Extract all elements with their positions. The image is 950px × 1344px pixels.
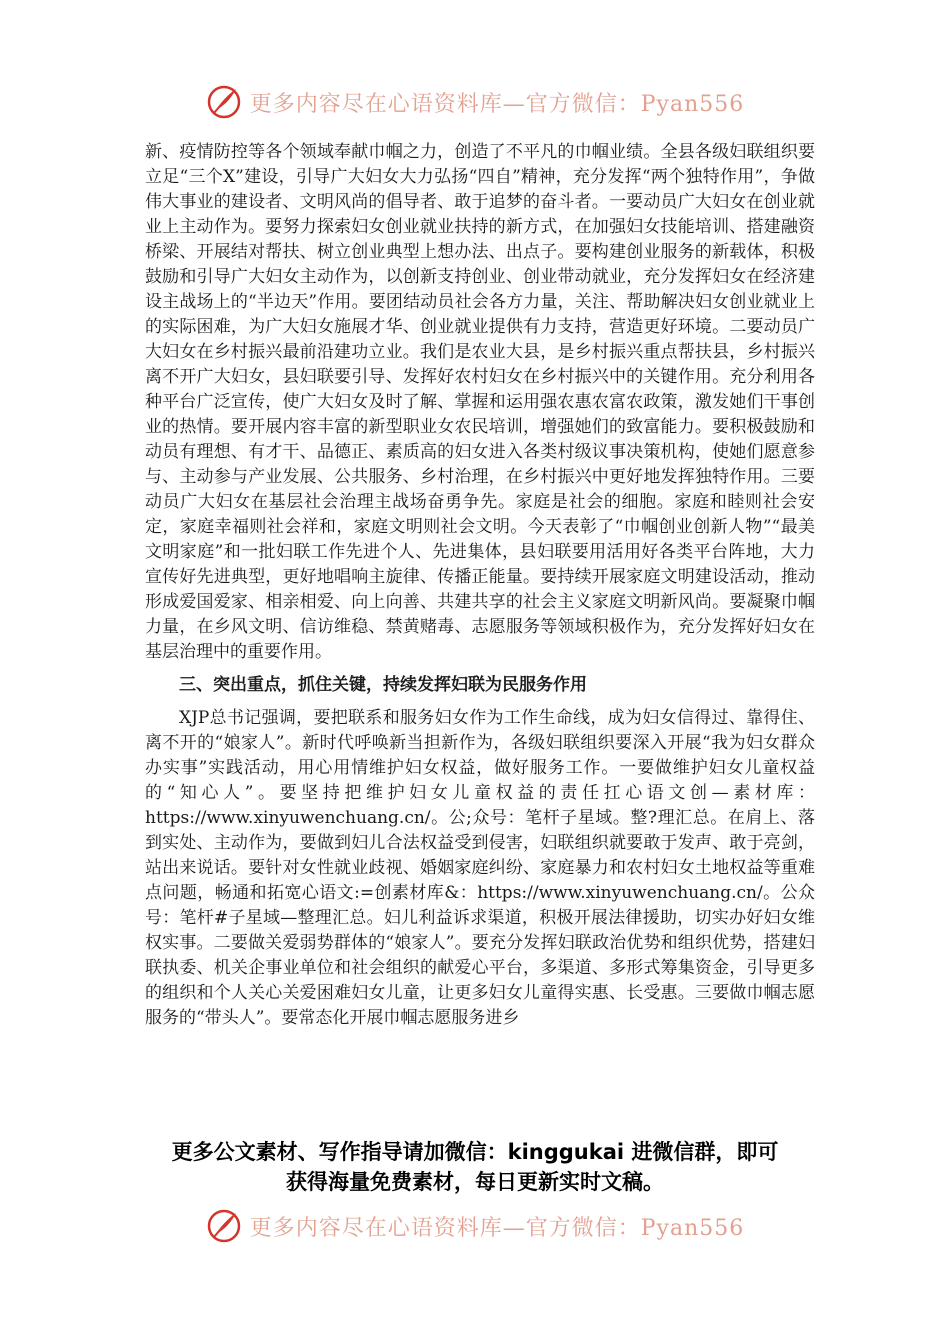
header-watermark [0, 84, 950, 120]
body-paragraph: XJP总书记强调，要把联系和服务妇女作为工作生命线，成为妇女信得过、靠得住、离不开的“娘家人”。新时代呼唤新当担新作为，各级妇联组织要深入开展“我为妇女群众办实事”实践活动，用心用情维护妇女权益，做好服务工作。一要做维护妇女儿童权益的“知心人”。要坚持把维护妇女儿童权益的责任扛心语文创—素材库：https://www.xinyuwenchuang.cn/。公;众号：笔杆子星域。整?理汇总。在肩上、落到实处、主动作为，要做到妇儿合法权益受到侵害，妇联组织就要敢于发声、敢于亮剑，站出来说话。要针对女性就业歧视、婚姻家庭纠纷、家庭暴力和农村妇女土地权益等重难点问题，畅通和拓宽心语文:=创素材库&：https://www.xinyuwenchuang.cn/。公众号：笔杆#子星域—整理汇总。妇儿利益诉求渠道，积极开展法律援助，切实办好妇女维权实事。二要做关爱弱势群体的“娘家人”。要充分发挥妇联政治优势和组织优势，搭建妇联执委、机关企事业单位和社会组织的献爱心平台，多渠道、多形式筹集资金，引导更多的组织和个人关心关爱困难妇女儿童，让更多妇女儿童得实惠、长受惠。三要做巾帼志愿服务的“带头人”。要常态化开展巾帼志愿服务进乡 [145, 708, 815, 1028]
quill-logo-icon [206, 1208, 242, 1244]
promo-banner [0, 1137, 950, 1197]
section-heading: 三、突出重点，抓住关键，持续发挥妇联为民服务作用 [179, 675, 587, 695]
watermark-text: 更多内容尽在心语资料库—官方微信：Pyan556 [249, 1215, 745, 1241]
footer-watermark [0, 1208, 950, 1244]
quill-logo-icon [206, 84, 242, 120]
promo-line: 更多公文素材、写作指导请加微信：kinggukai 进微信群，即可 [171, 1140, 779, 1164]
document-body [145, 140, 815, 1031]
promo-line: 获得海量免费素材，每日更新实时文稿。 [286, 1170, 664, 1194]
watermark-text: 更多内容尽在心语资料库—官方微信：Pyan556 [249, 91, 745, 117]
body-paragraph: 新、疫情防控等各个领域奉献巾帼之力，创造了不平凡的巾帼业绩。全县各级妇联组织要立足“三个X”建设，引导广大妇女大力弘扬“四自”精神，充分发挥“两个独特作用”，争做伟大事业的建设者、文明风尚的倡导者、敢于追梦的奋斗者。一要动员广大妇女在创业就业上主动作为。要努力探索妇女创业就业扶持的新方式，在加强妇女技能培训、搭建融资桥梁、开展结对帮扶、树立创业典型上想办法、出点子。要构建创业服务的新载体，积极鼓励和引导广大妇女主动作为，以创新支持创业、创业带动就业，充分发挥妇女在经济建设主战场上的“半边天”作用。要团结动员社会各方力量，关注、帮助解决妇女创业就业上的实际困难，为广大妇女施展才华、创业就业提供有力支持，营造更好环境。二要动员广大妇女在乡村振兴最前沿建功立业。我们是农业大县，是乡村振兴重点帮扶县，乡村振兴离不开广大妇女，县妇联要引导、发挥好农村妇女在乡村振兴中的关键作用。充分利用各种平台广泛宣传，使广大妇女及时了解、掌握和运用强农惠农富农政策，激发她们干事创业的热情。要开展内容丰富的新型职业女农民培训，增强她们的致富能力。要积极鼓励和动员有理想、有才干、品德正、素质高的妇女进入各类村级议事决策机构，使她们愿意参与、主动参与产业发展、公共服务、乡村治理，在乡村振兴中更好地发挥独特作用。三要动员广大妇女在基层社会治理主战场奋勇争先。家庭是社会的细胞。家庭和睦则社会安定，家庭幸福则社会祥和，家庭文明则社会文明。今天表彰了“巾帼创业创新人物”“最美文明家庭”和一批妇联工作先进个人、先进集体，县妇联要用活用好各类平台阵地，大力宣传好先进典型，更好地唱响主旋律、传播正能量。要持续开展家庭文明建设活动，推动形成爱国爱家、相亲相爱、向上向善、共建共享的社会主义家庭文明新风尚。要凝聚巾帼力量，在乡风文明、信访维稳、禁黄赌毒、志愿服务等领域积极作为，充分发挥好妇女在基层治理中的重要作用。 [145, 142, 815, 662]
